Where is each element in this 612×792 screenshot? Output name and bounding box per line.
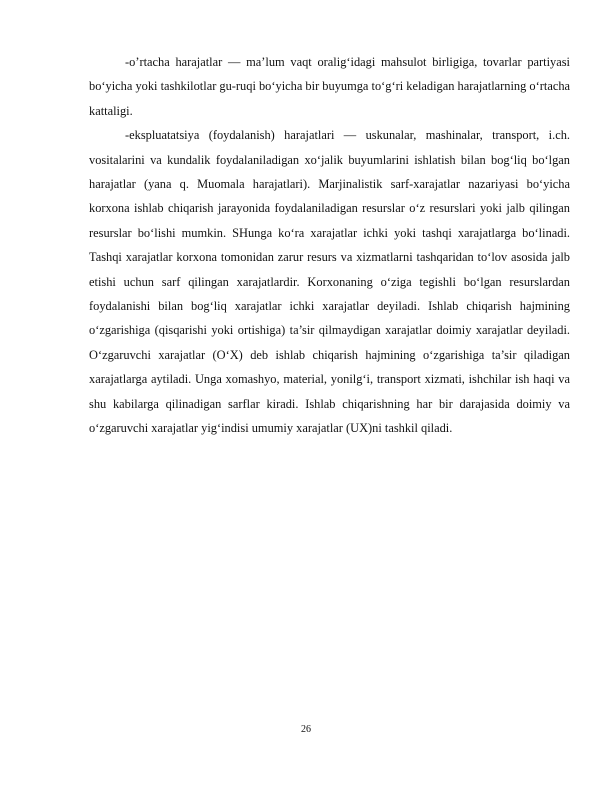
paragraph-average-costs: -o’rtacha harajatlar — ma’lum vaqt oralig‘idagi mahsulot birligiga, tovarlar partiyasi bo‘yicha yoki tashkilotlar gu-ruqi bo‘yicha bir buyumga to‘g‘ri keladigan harajatlarning o‘rtacha kattaligi.	[89, 55, 571, 118]
page-number: 26	[301, 724, 311, 735]
paragraph-operating-costs: -ekspluatatsiya (foydalanish) harajatlari — uskunalar, mashinalar, transport, i.ch. vositalarini va kundalik foydalaniladigan xo‘jalik buyumlarini ishlatish bilan bog‘liq bo‘lgan harajatlar (yana q. Muomala harajatlari). Marjinalistik sarf-xarajatlar nazariyasi bo‘yicha korxona ishlab chiqarish jarayonida foydalaniladigan resurslar o‘z resurslari yoki jalb qilingan resurslar bo‘lishi mumkin. SHunga ko‘ra xarajatlar ichki yoki tashqi xarajatlarga bo‘linadi. Tashqi xarajatlar korxona tomonidan zarur resurs va xizmatlarni tashqaridan to‘lov asosida jalb etishi uchun sarf qilingan xarajatlardir. Korxonaning o‘ziga tegishli bo‘lgan resurslardan foydalanishi bilan bog‘liq xarajatlar ichki xarajatlar deyiladi. Ishlab chiqarish hajmining o‘zgarishiga (qisqarishi yoki ortishiga) ta’sir qilmaydigan xarajatlar doimiy xarajatlar deyiladi. O‘zgaruvchi xarajatlar (O‘X) deb ishlab chiqarish hajmining o‘zgarishiga ta’sir qiladigan xarajatlarga aytiladi. Unga xomashyo, material, yonilg‘i, transport xizmati, ishchilar ish haqi va shu kabilarga qilinadigan sarflar kiradi. Ishlab chiqarishning har bir darajasida doimiy va o‘zgaruvchi xarajatlar yig‘indisi umumiy xarajatlar (UX)ni tashkil qiladi.	[89, 128, 570, 436]
body-text	[89, 50, 570, 441]
